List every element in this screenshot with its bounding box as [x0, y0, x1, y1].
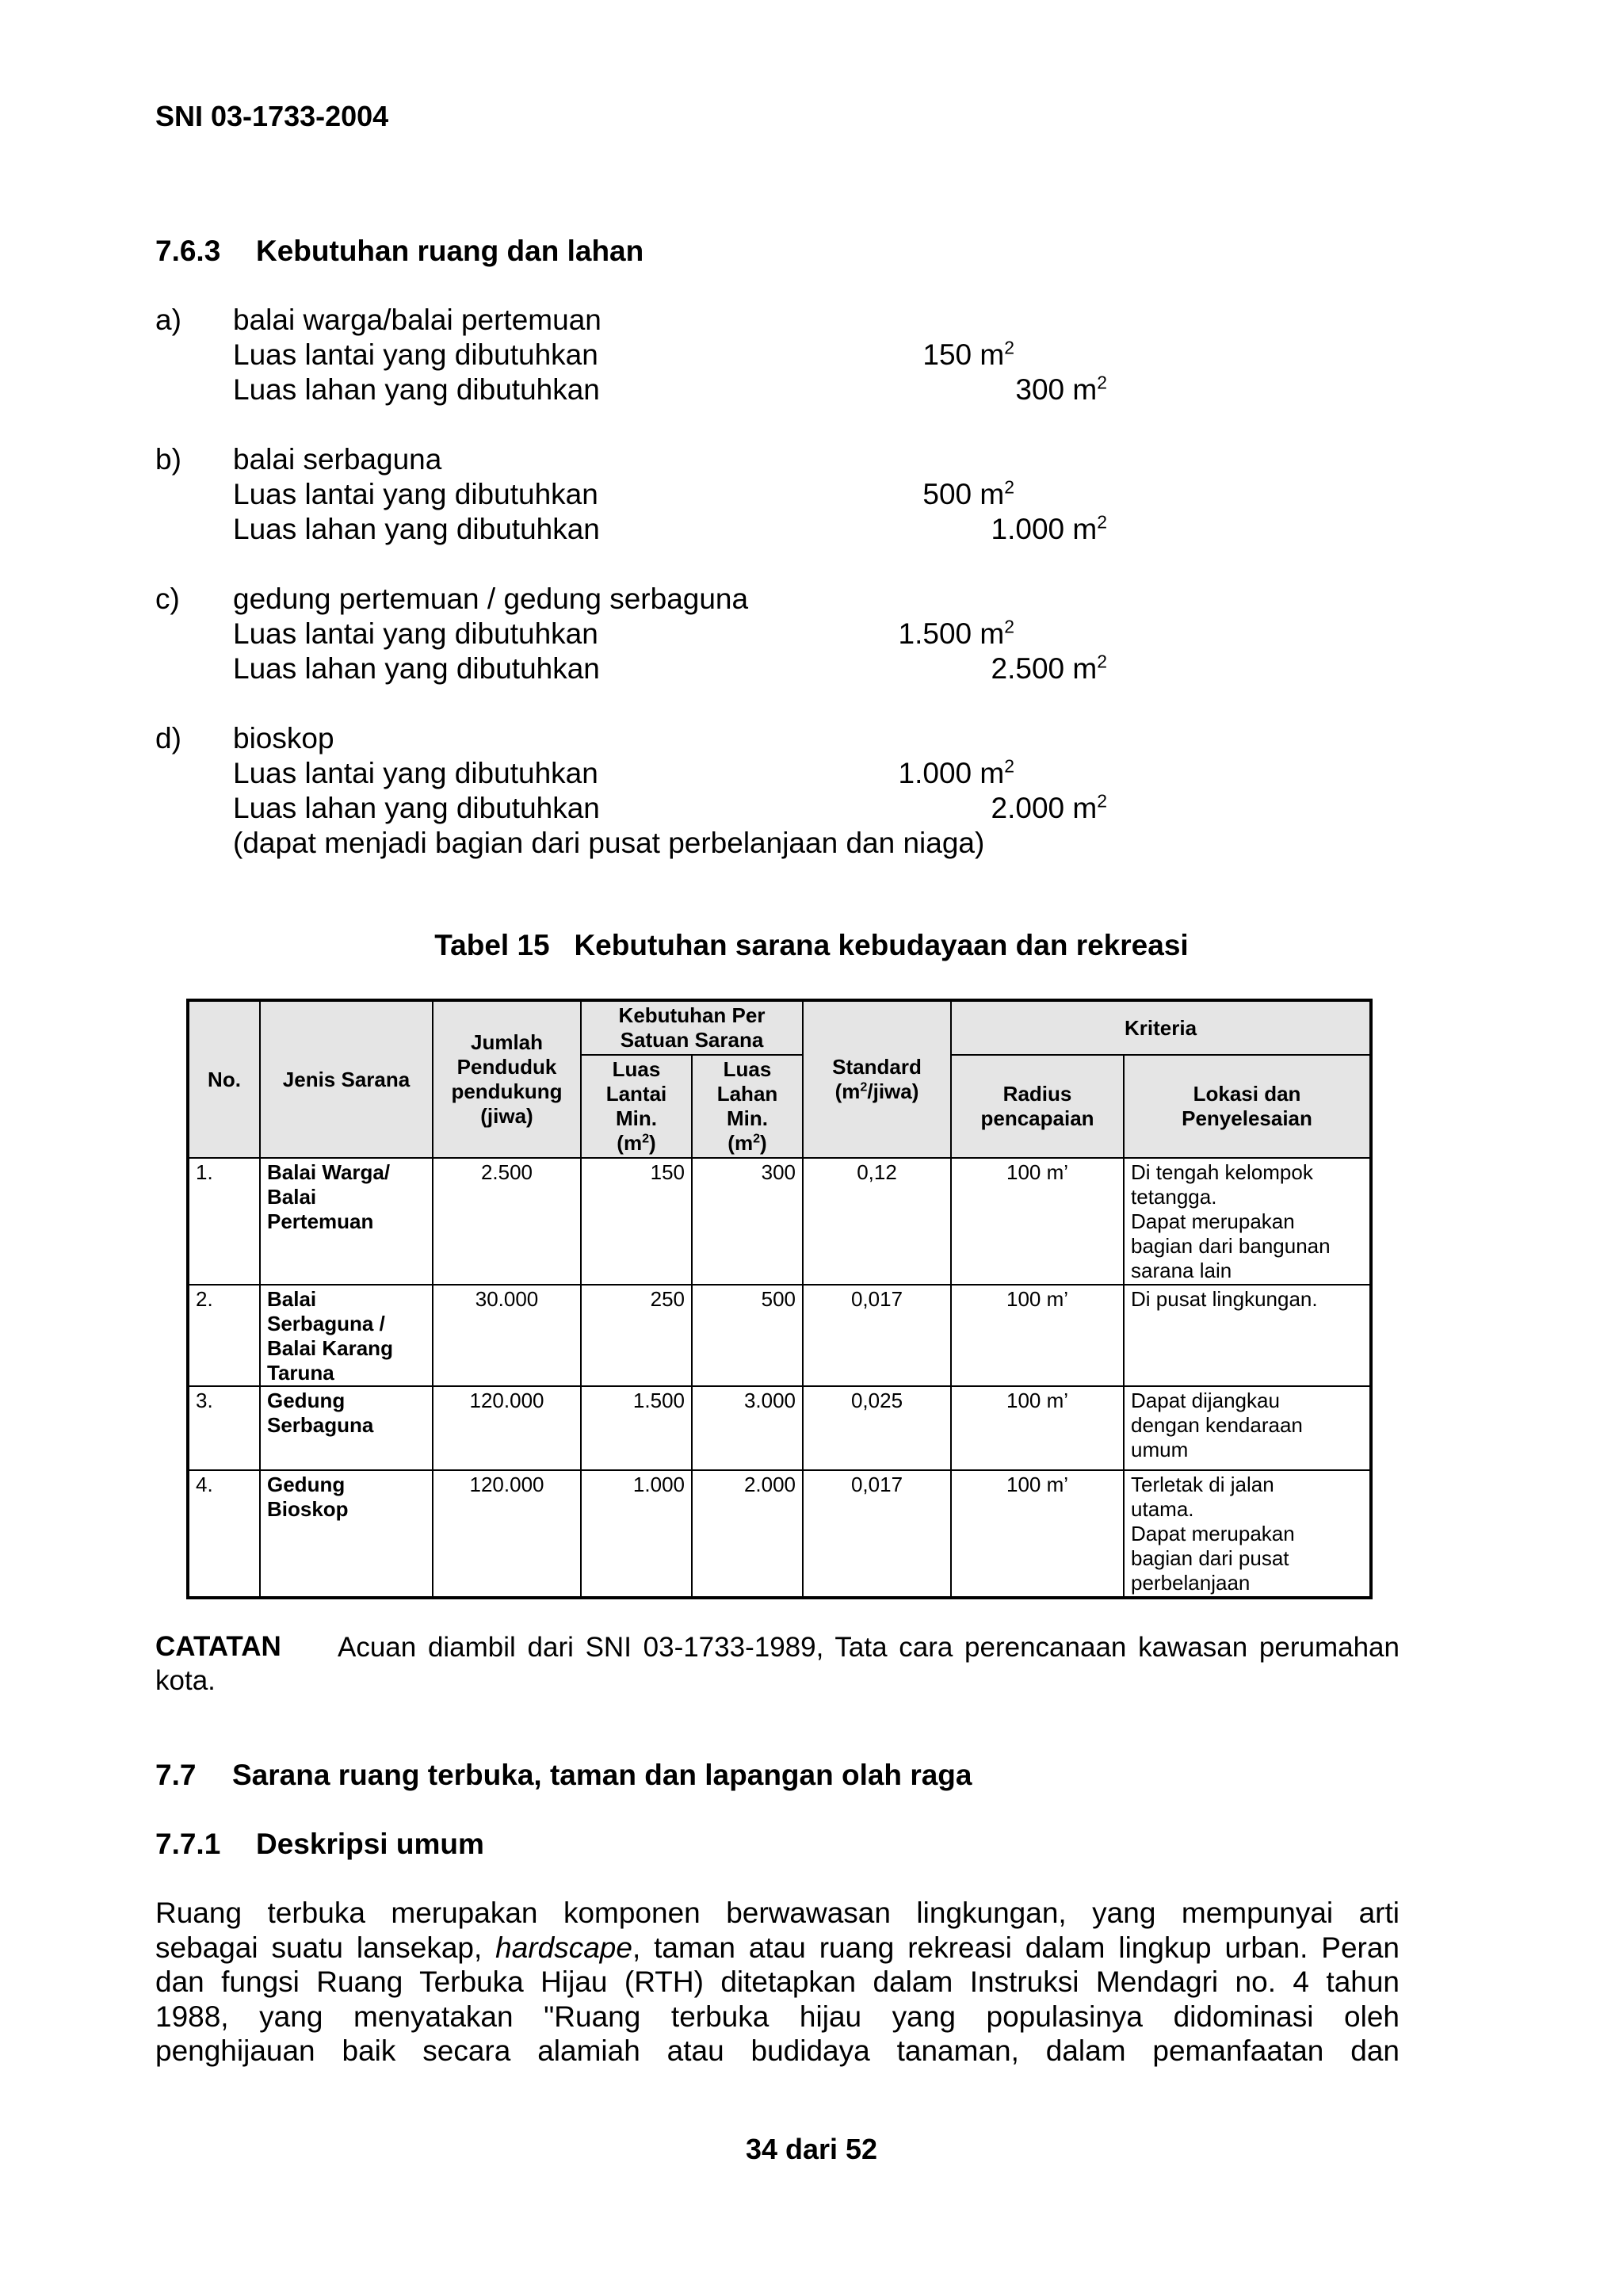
facility-name: bioskop [233, 722, 334, 755]
header-kriteria: Kriteria [951, 1000, 1371, 1055]
land-area-label: Luas lahan yang dibutuhkan [233, 513, 600, 545]
table-row [188, 1470, 1371, 1598]
cell-standard: 0,017 [803, 1470, 951, 1598]
facility-name: balai warga/balai pertemuan [233, 304, 601, 336]
body-paragraph [155, 1896, 1400, 2069]
header-standard: Standard $(m^2/jiwa)$ [803, 1000, 951, 1158]
floor-area-label: Luas lantai yang dibutuhkan [233, 338, 598, 371]
cell-lokasi: Dapat dijangkau dengan kendaraan umum [1124, 1386, 1371, 1470]
cell-radius: 100 m’ [951, 1470, 1124, 1598]
cell-no: 1. [188, 1158, 260, 1285]
land-area-value: 1.000 $m^2$ [991, 511, 1107, 545]
cell-jenis: Gedung Serbaguna [260, 1386, 433, 1470]
facility-name: gedung pertemuan / gedung serbaguna [233, 583, 749, 615]
facility-note: (dapat menjadi bagian dari pusat perbelanjaan dan niaga) [233, 827, 985, 859]
land-area-label: Luas lahan yang dibutuhkan [233, 652, 600, 685]
header-luas-lahan: Luas Lahan Min. $(m^2)$ [692, 1055, 803, 1158]
header-lokasi: Lokasi dan Penyelesaian [1124, 1055, 1371, 1158]
list-letter: d) [155, 722, 181, 755]
floor-area-value: 1.000 $m^2$ [898, 755, 1014, 789]
subsection-title: Deskripsi umum [256, 1828, 484, 1860]
cell-lantai: 150 [581, 1158, 692, 1285]
catatan-note: Acuan diambil dari SNI 03-1733-1989, Tata cara perencanaan kawasan perumahan kota. [155, 1632, 1400, 1696]
cell-standard: 0,017 [803, 1285, 951, 1386]
header-jenis-sarana: Jenis Sarana [260, 1000, 433, 1158]
cell-jenis: Gedung Bioskop [260, 1470, 433, 1598]
floor-area-value: 150 $m^2$ [922, 337, 1014, 371]
table-caption: Tabel 15 Kebutuhan sarana kebudayaan dan rekreasi [434, 929, 1189, 961]
cell-lahan: 2.000 [692, 1470, 803, 1598]
list-letter: a) [155, 304, 181, 336]
cell-jumlah: 30.000 [433, 1285, 581, 1386]
land-area-value: 2.000 $m^2$ [991, 790, 1107, 824]
floor-area-value: 1.500 $m^2$ [898, 616, 1014, 650]
table-row [188, 1285, 1371, 1386]
list-letter: b) [155, 443, 181, 476]
paragraph-line: 1988, yang menyatakan "Ruang terbuka hijau yang populasinya didominasi oleh [155, 2000, 1400, 2033]
cell-jumlah: 120.000 [433, 1470, 581, 1598]
cell-lokasi: Di pusat lingkungan. [1124, 1285, 1371, 1386]
cell-lantai: 1.500 [581, 1386, 692, 1470]
page-number: 34 dari 52 [745, 2133, 878, 2165]
header-jumlah-penduduk: Jumlah Penduduk pendukung (jiwa) [433, 1000, 581, 1158]
document-code: SNI 03-1733-2004 [155, 100, 389, 132]
facility-requirements-table [186, 999, 1369, 1599]
cell-jumlah: 2.500 [433, 1158, 581, 1285]
paragraph-line: penghijauan baik secara alamiah atau budidaya tanaman, dalam pemanfaatan dan [155, 2034, 1400, 2067]
cell-radius: 100 m’ [951, 1386, 1124, 1470]
cell-no: 4. [188, 1470, 260, 1598]
cell-lahan: 3.000 [692, 1386, 803, 1470]
header-radius: Radius pencapaian [951, 1055, 1124, 1158]
paragraph-line: dan fungsi Ruang Terbuka Hijau (RTH) ditetapkan dalam Instruksi Mendagri no. 4 tahun [155, 1966, 1400, 1998]
paragraph-line: sebagai suatu lansekap, hardscape, taman atau ruang rekreasi dalam lingkup urban. Peran [155, 1931, 1400, 1964]
cell-standard: 0,025 [803, 1386, 951, 1470]
cell-no: 3. [188, 1386, 260, 1470]
section-title: Kebutuhan ruang dan lahan [256, 235, 644, 267]
section-title: Sarana ruang terbuka, taman dan lapangan olah raga [232, 1759, 972, 1791]
header-no: No. [188, 1000, 260, 1158]
land-area-label: Luas lahan yang dibutuhkan [233, 373, 600, 406]
land-area-value: 300 $m^2$ [1015, 372, 1107, 406]
floor-area-value: 500 $m^2$ [922, 476, 1014, 510]
land-area-label: Luas lahan yang dibutuhkan [233, 792, 600, 824]
cell-jumlah: 120.000 [433, 1386, 581, 1470]
list-letter: c) [155, 583, 180, 615]
cell-jenis: Balai Serbaguna / Balai Karang Taruna [260, 1285, 433, 1386]
cell-standard: 0,12 [803, 1158, 951, 1285]
facility-name: balai serbaguna [233, 443, 442, 476]
subsection-number: 7.7.1 [155, 1828, 221, 1860]
cell-lahan: 500 [692, 1285, 803, 1386]
section-number: 7.6.3 [155, 235, 221, 267]
section-number: 7.7 [155, 1759, 197, 1791]
cell-radius: 100 m’ [951, 1285, 1124, 1386]
cell-lokasi: Terletak di jalan utama. Dapat merupakan bagian dari pusat perbelanjaan [1124, 1470, 1371, 1598]
table-row [188, 1158, 1371, 1285]
floor-area-label: Luas lantai yang dibutuhkan [233, 478, 598, 510]
header-luas-lantai: Luas Lantai Min. $(m^2)$ [581, 1055, 692, 1158]
table-row [188, 1386, 1371, 1470]
land-area-value: 2.500 $m^2$ [991, 651, 1107, 685]
floor-area-label: Luas lantai yang dibutuhkan [233, 757, 598, 789]
cell-lokasi: Di tengah kelompok tetangga. Dapat merupakan bagian dari bangunan sarana lain [1124, 1158, 1371, 1285]
floor-area-label: Luas lantai yang dibutuhkan [233, 617, 598, 650]
cell-radius: 100 m’ [951, 1158, 1124, 1285]
cell-lantai: 1.000 [581, 1470, 692, 1598]
paragraph-line: Ruang terbuka merupakan komponen berwawasan lingkungan, yang mempunyai arti [155, 1897, 1400, 1929]
cell-jenis: Balai Warga/ Balai Pertemuan [260, 1158, 433, 1285]
cell-no: 2. [188, 1285, 260, 1386]
header-kebutuhan: Kebutuhan Per Satuan Sarana [581, 1000, 803, 1055]
cell-lantai: 250 [581, 1285, 692, 1386]
catatan-label: CATATAN [155, 1631, 281, 1662]
cell-lahan: 300 [692, 1158, 803, 1285]
